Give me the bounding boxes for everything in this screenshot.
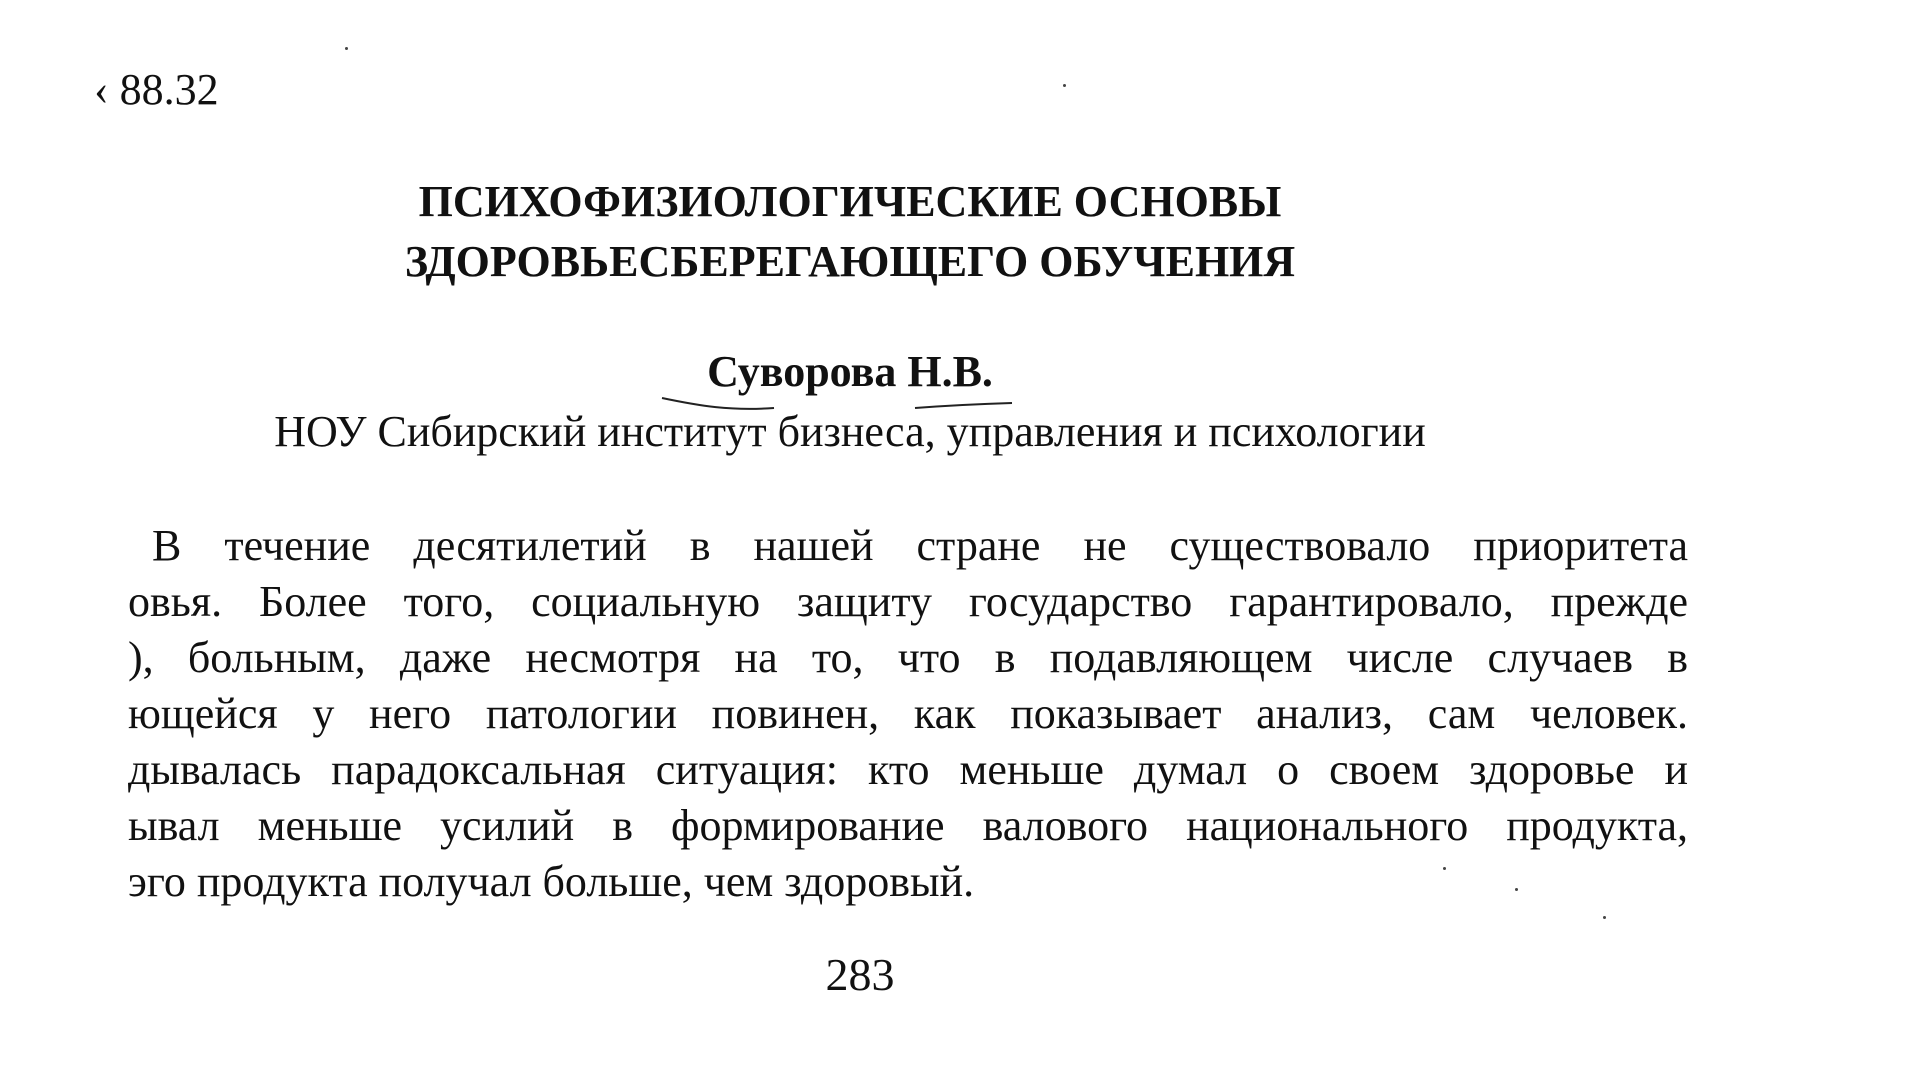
scan-speck	[1603, 916, 1606, 919]
article-title-line-2: ЗДОРОВЬЕСБЕРЕГАЮЩЕГО ОБУЧЕНИЯ	[404, 237, 1296, 286]
page-number: 283	[825, 949, 895, 1000]
paragraph-line-2: овья. Более того, социальную защиту государство гарантировало, прежде	[128, 577, 1688, 626]
article-title-line-1: ПСИХОФИЗИОЛОГИЧЕСКИЕ ОСНОВЫ	[418, 177, 1282, 226]
author-affiliation: НОУ Сибирский институт бизнеса, управления и психологии	[274, 407, 1426, 456]
paragraph-line-4: ющейся у него патологии повинен, как показывает анализ, сам человек.	[128, 689, 1688, 738]
paragraph-line-6: ывал меньше усилий в формирование валового национального продукта,	[128, 801, 1688, 850]
scan-speck	[1443, 867, 1446, 870]
classification-code: ‹ 88.32	[94, 65, 219, 114]
scan-speck	[1063, 84, 1066, 87]
author-name: Суворова Н.В.	[707, 347, 993, 396]
paragraph-line-7: эго продукта получал больше, чем здоровый.	[128, 857, 975, 906]
paragraph-line-1: В течение десятилетий в нашей стране не существовало приоритета	[152, 521, 1688, 570]
scan-speck	[1515, 888, 1518, 891]
paragraph-line-5: дывалась парадоксальная ситуация: кто меньше думал о своем здоровье и	[128, 745, 1688, 794]
paragraph-line-3: ), больным, даже несмотря на то, что в подавляющем числе случаев в	[128, 633, 1688, 682]
scan-speck	[345, 47, 348, 50]
